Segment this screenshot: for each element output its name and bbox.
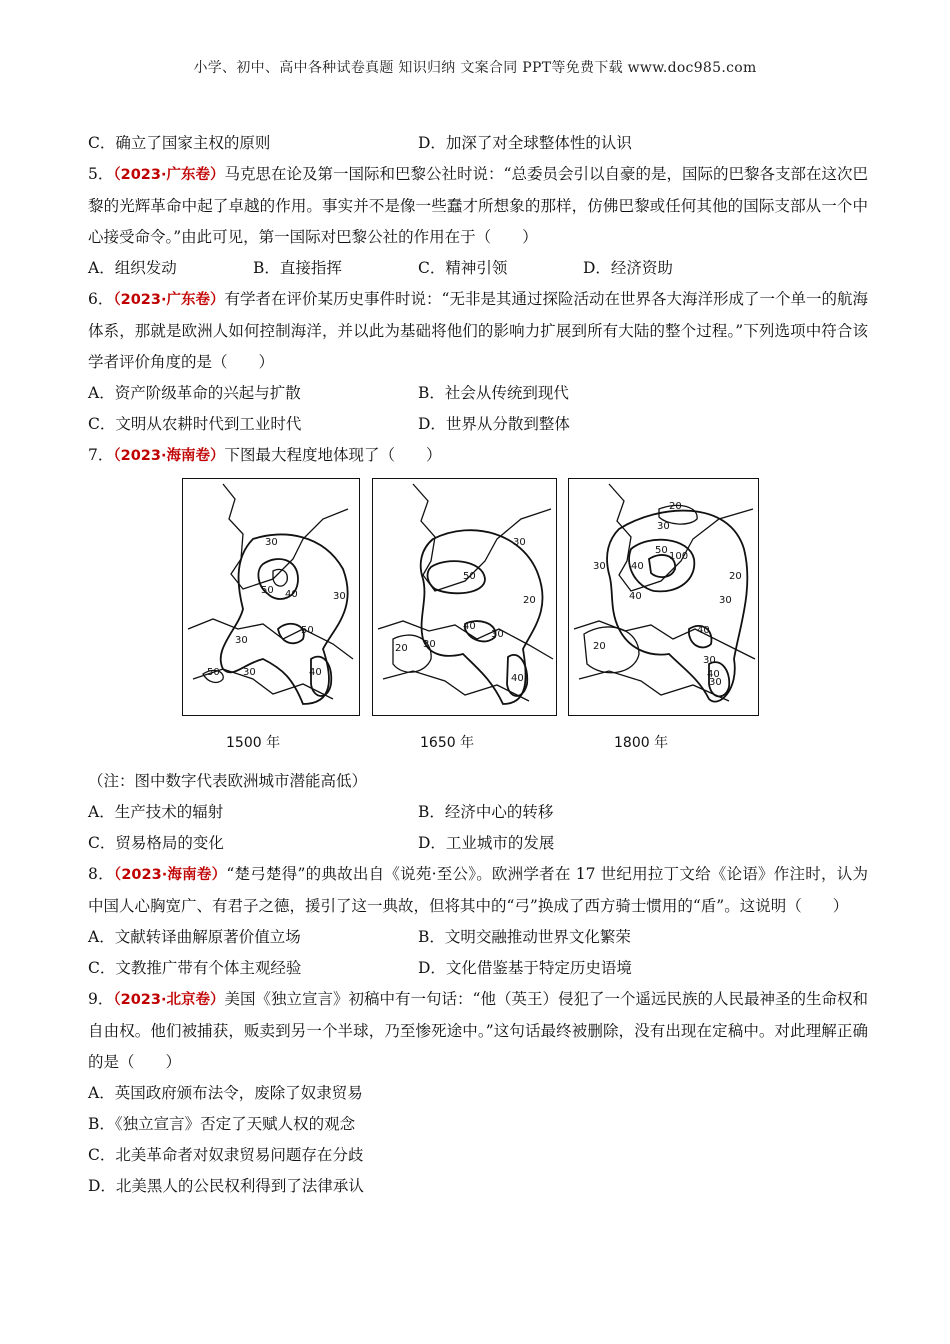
q4-option-d: D．加深了对全球整体性的认识 <box>418 134 632 152</box>
map-1800-contour-label: 40 <box>631 561 644 572</box>
q5-number: 5． <box>88 165 114 183</box>
map-1500 <box>182 478 360 716</box>
q6-option-b: B．社会从传统到现代 <box>418 384 569 402</box>
q7-option-c: C．贸易格局的变化 <box>88 834 224 852</box>
map-1500-year: 1500 年 <box>226 735 281 751</box>
q7-stem <box>88 440 868 472</box>
q8-stem <box>88 859 868 922</box>
map-1650-contour-label: 30 <box>423 639 436 650</box>
q5-stem <box>88 159 868 253</box>
q5-options <box>88 253 868 284</box>
q9-number: 9． <box>88 990 114 1008</box>
map-1800-contour-label: 30 <box>703 655 716 666</box>
q5-option-a: A．组织发动 <box>88 259 177 277</box>
q9-text: 美国《独立宣言》初稿中有一句话：“他（英王）侵犯了一个遥远民族的人民最神圣的生命权和自由权。他们被捕获，贩卖到另一个半球，乃至惨死途中。”这句话最终被删除，没有出现在定稿中。对此理解正确的是（ ） <box>88 990 868 1071</box>
q8-source: （2023·海南卷） <box>113 867 227 883</box>
map-1650-contour-label: 40 <box>463 621 476 632</box>
map-1800 <box>568 478 759 716</box>
exam-content <box>88 128 868 1202</box>
map-1500-contour-label: 40 <box>285 589 298 600</box>
q5-option-b: B．直接指挥 <box>253 259 342 277</box>
q5-source: （2023·广东卷） <box>113 167 225 183</box>
q9-source: （2023·北京卷） <box>113 992 225 1008</box>
q9-option-b: B．《独立宣言》否定了天赋人权的观念 <box>88 1115 356 1133</box>
map-1800-contour-label: 20 <box>669 501 682 512</box>
q7-note: （注：图中数字代表欧洲城市潜能高低） <box>88 772 368 790</box>
q8-number: 8． <box>88 865 114 883</box>
q6-number: 6． <box>88 290 114 308</box>
q6-option-a: A．资产阶级革命的兴起与扩散 <box>88 384 301 402</box>
map-1800-contour-label: 40 <box>629 591 642 602</box>
q8-text: “楚弓楚得”的典故出自《说苑·至公》。欧洲学者在 17 世纪用拉丁文给《论语》作注时，认为中国人心胸宽广、有君子之德，援引了这一典故，但将其中的“弓”换成了西方骑士惯用的“盾”。这说明（ ） <box>88 865 868 915</box>
q5-text: 马克思在论及第一国际和巴黎公社时说：“总委员会引以自豪的是，国际的巴黎各支部在这次巴黎的光辉革命中起了卓越的作用。事实并不是像一些蠢才所想象的那样，仿佛巴黎或任何其他的国际支部从一个中心接受命令。”由此可见，第一国际对巴黎公社的作用在于（ ） <box>88 165 868 246</box>
q7-option-a: A．生产技术的辐射 <box>88 803 224 821</box>
map-1650-contour-label: 20 <box>523 595 536 606</box>
map-1800-contour-label: 20 <box>729 571 742 582</box>
q7-text: 下图最大程度地体现了（ ） <box>224 446 442 464</box>
q8-options-ab <box>88 922 868 953</box>
map-1500-contour-label: 50 <box>207 667 220 678</box>
map-1500-drawing <box>183 479 359 715</box>
q9-stem <box>88 984 868 1078</box>
map-1500-contour-label: 30 <box>333 591 346 602</box>
map-1500-contour-label: 50 <box>301 625 314 636</box>
map-1800-contour-label: 40 <box>697 625 710 636</box>
map-1800-labels <box>593 501 742 688</box>
map-1500-contour-label: 30 <box>265 537 278 548</box>
map-1800-drawing <box>569 479 758 715</box>
q8-options-cd <box>88 953 868 984</box>
q7-options-cd <box>88 828 868 859</box>
map-1650-year: 1650 年 <box>420 735 475 751</box>
map-1800-contour-label: 30 <box>593 561 606 572</box>
q4-options <box>88 128 868 159</box>
map-1650-contour-label: 30 <box>513 537 526 548</box>
q8-option-c: C．文教推广带有个体主观经验 <box>88 959 302 977</box>
q6-options-cd <box>88 409 868 440</box>
europe-potential-maps <box>88 478 868 766</box>
q5-option-c: C．精神引领 <box>418 259 508 277</box>
map-1800-contour-label: 20 <box>593 641 606 652</box>
map-1800-contour-label: 50 <box>655 545 668 556</box>
q7-source: （2023·海南卷） <box>113 448 225 464</box>
q8-option-d: D．文化借鉴基于特定历史语境 <box>418 959 632 977</box>
q8-option-a: A．文献转译曲解原著价值立场 <box>88 928 301 946</box>
q6-option-c: C．文明从农耕时代到工业时代 <box>88 415 302 433</box>
map-1500-contour-label: 50 <box>261 585 274 596</box>
q7-options-ab <box>88 797 868 828</box>
q6-text: 有学者在评价某历史事件时说：“无非是其通过探险活动在世界各大海洋形成了一个单一的航海体系，那就是欧洲人如何控制海洋，并以此为基础将他们的影响力扩展到所有大陆的整个过程。”下列选项中符合该学者评价角度的是（ ） <box>88 290 868 371</box>
map-1650-labels <box>395 537 536 684</box>
page-header: 小学、初中、高中各种试卷真题 知识归纳 文案合同 PPT等免费下载 www.doc985.com <box>193 60 757 76</box>
map-1800-contour-label: 40 <box>707 669 720 680</box>
q6-options-ab <box>88 378 868 409</box>
q9-option-a: A．英国政府颁布法令，废除了奴隶贸易 <box>88 1084 363 1102</box>
map-1800-contour-label: 30 <box>709 677 722 688</box>
map-1500-contour-label: 30 <box>243 667 256 678</box>
map-1650-contour-label: 50 <box>463 571 476 582</box>
q9-option-c: C．北美革命者对奴隶贸易问题存在分歧 <box>88 1146 364 1164</box>
q4-option-c: C．确立了国家主权的原则 <box>88 134 271 152</box>
map-1800-contour-label: 30 <box>657 521 670 532</box>
map-1500-contour-label: 40 <box>309 667 322 678</box>
q6-source: （2023·广东卷） <box>113 292 225 308</box>
q7-number: 7． <box>88 446 114 464</box>
q7-option-d: D．工业城市的发展 <box>418 834 555 852</box>
map-1650-contour-label: 40 <box>511 673 524 684</box>
map-1500-contour-label: 30 <box>235 635 248 646</box>
map-1800-contour-label: 100 <box>669 551 689 562</box>
q6-option-d: D．世界从分散到整体 <box>418 415 570 433</box>
q6-stem <box>88 284 868 378</box>
map-1650-contour-label: 20 <box>395 643 408 654</box>
q5-option-d: D．经济资助 <box>583 259 673 277</box>
map-1650-contour-label: 30 <box>491 629 504 640</box>
q7-option-b: B．经济中心的转移 <box>418 803 554 821</box>
q9-option-d: D．北美黑人的公民权利得到了法律承认 <box>88 1177 364 1195</box>
map-1650 <box>372 478 557 716</box>
map-1800-contour-label: 30 <box>719 595 732 606</box>
map-1650-drawing <box>373 479 556 715</box>
q8-option-b: B．文明交融推动世界文化繁荣 <box>418 928 631 946</box>
map-1800-year: 1800 年 <box>614 735 669 751</box>
